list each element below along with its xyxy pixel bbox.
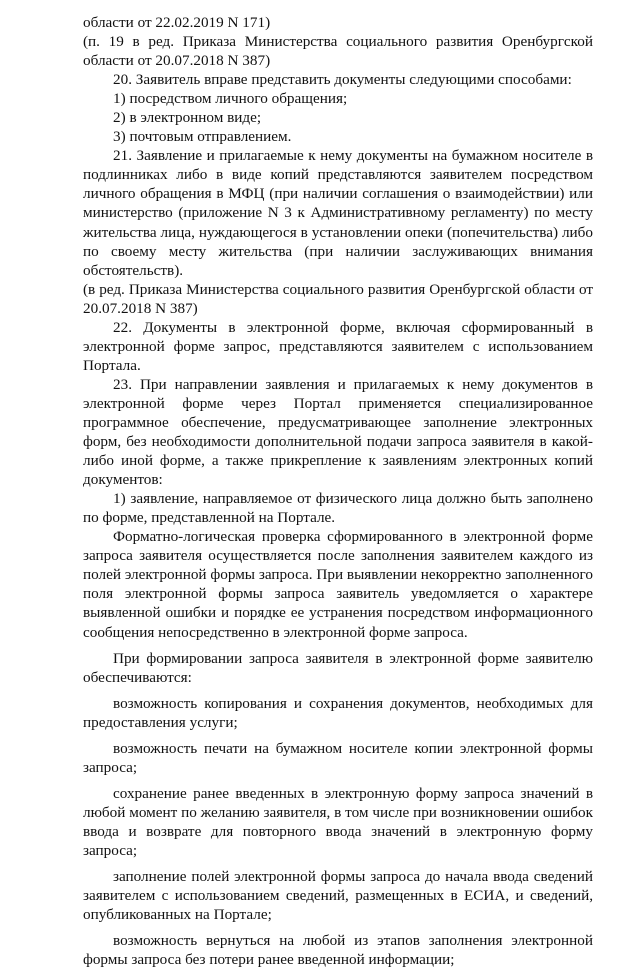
ensured-item-saving: сохранение ранее введенных в электронную форму запроса значений в любой момент по желанию заявителя, в том числе при возникновении ошибок ввода и возврате для повторного ввода значений в электронную форму запроса; [83,784,593,859]
paragraph-amendment-note-2: (в ред. Приказа Министерства социального развития Оренбургской области от 20.07.2018 N 387) [83,280,593,317]
paragraph-21: 21. Заявление и прилагаемые к нему документы на бумажном носителе в подлинниках либо в виде копий представляются заявителем посредством личного обращения в МФЦ (при наличии соглашения о взаимодействии) или министерство (приложение N 3 к Административному регламенту) по месту жительства лица, нуждающегося в установлении опеки (попечительства) либо по своему месту жительства (при наличии заслуживающих внимания обстоятельств). [83,147,593,279]
paragraph-20: 20. Заявитель вправе представить документы следующими способами: [113,71,572,89]
paragraph-continuation: области от 22.02.2019 N 171) [83,14,271,31]
paragraph-format-check: Форматно-логическая проверка сформированного в электронной форме запроса заявителя осуществляется после заполнения заявителем каждого из полей электронной формы запроса. При выявлении некорректно заполненного поля электронной формы запроса заявитель уведомляется о характере выявленной ошибки и порядке ее устранения посредством информационного сообщения непосредственно в электронной форме запроса. [83,528,593,641]
paragraph-23-item-1: 1) заявление, направляемое от физического лица должно быть заполнено по форме, представленной на Портале. [83,490,593,527]
paragraph-ensured-intro: При формировании запроса заявителя в электронной форме заявителю обеспечиваются: [83,649,593,686]
list-item-3: 3) почтовым отправлением. [113,128,292,146]
paragraph-amendment-note: (п. 19 в ред. Приказа Министерства социального развития Оренбургской области от 20.07.2018 N 387) [83,33,593,70]
ensured-item-copying: возможность копирования и сохранения документов, необходимых для предоставления услуги; [83,694,593,731]
list-item-2: 2) в электронном виде; [113,109,262,127]
document-body [83,13,593,969]
list-item-1: 1) посредством личного обращения; [113,90,348,108]
ensured-item-prefill: заполнение полей электронной формы запроса до начала ввода сведений заявителем с использованием сведений, размещенных в ЕСИА, и сведений, опубликованных на Портале; [83,868,593,924]
paragraph-22: 22. Документы в электронной форме, включая сформированный в электронной форме запрос, представляются заявителем с использованием Портала. [83,318,593,374]
ensured-item-return: возможность вернуться на любой из этапов заполнения электронной формы запроса без потери ранее введенной информации; [83,932,593,969]
paragraph-23: 23. При направлении заявления и прилагаемых к нему документов в электронной форме через Портал применяется специализированное программное обеспечение, предусматривающее заполнение электронных форм, без необходимости дополнительной подачи запроса заявителя в какой-либо иной форме, а также прикрепление к заявлениям электронных копий документов: [83,375,593,489]
ensured-item-printing: возможность печати на бумажном носителе копии электронной формы запроса; [83,739,593,776]
